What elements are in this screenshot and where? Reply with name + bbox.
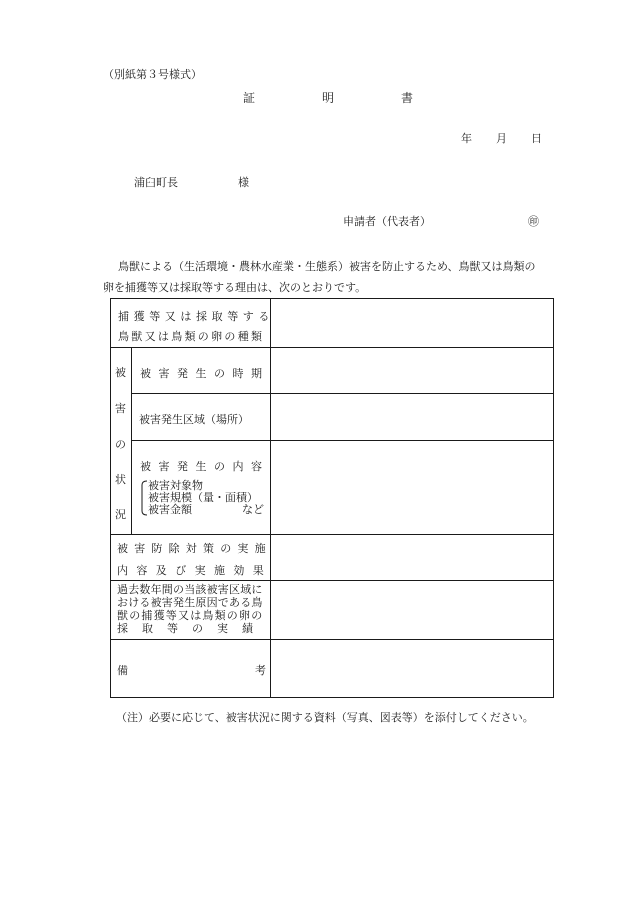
species-label-text: 捕獲等又は採取等する <box>118 310 274 323</box>
damage-content-label: 被害発生の内容 <box>140 460 270 473</box>
remarks-field[interactable] <box>271 640 553 697</box>
history-label-line4: 採取等の実績 <box>117 622 267 635</box>
addressee-name: 浦臼町長 <box>134 176 178 189</box>
damage-time-label: 被害発生の時期 <box>140 367 270 380</box>
table-border-right <box>553 298 554 698</box>
prevention-label-line2: 内容及び実施効果 <box>117 564 273 577</box>
damage-group-char: 被 <box>115 366 126 379</box>
remarks-char: 考 <box>255 664 266 677</box>
title-char: 書 <box>400 91 413 105</box>
damage-content-bracket <box>140 480 148 516</box>
species-label-line2 <box>118 328 268 344</box>
damage-group-char: の <box>115 438 126 451</box>
form-code: （別紙第３号様式） <box>103 68 202 81</box>
date-month-label: 月 <box>496 132 507 145</box>
history-label-line3: 獣の捕獲等又は鳥類の卵の <box>117 609 264 622</box>
prevention-label-line1: 被害防除対策の実施 <box>117 542 272 555</box>
damage-content-field[interactable] <box>271 441 553 534</box>
damage-content-item: 被害金額 <box>148 503 192 516</box>
damage-content-item: 被害対象物 <box>148 479 203 492</box>
species-label-text: 鳥獣又は鳥類の卵の種類 <box>118 330 265 343</box>
damage-group-char: 害 <box>115 402 126 415</box>
title-char: 明 <box>321 91 334 105</box>
damage-area-label: 被害発生区域（場所） <box>139 413 249 426</box>
applicant-label: 申請者（代表者） <box>343 215 431 228</box>
damage-content-suffix: など <box>242 503 264 516</box>
prevention-field[interactable] <box>271 535 553 580</box>
damage-content-item: 被害規模（量・面積） <box>148 491 258 504</box>
history-label-line2: おける被害発生原因である鳥 <box>117 596 263 609</box>
date-line <box>461 130 542 146</box>
damage-time-field[interactable] <box>271 348 553 393</box>
table-border-bottom <box>110 697 554 698</box>
intro-text-line1: 鳥獣による（生活環境・農林水産業・生態系）被害を防止するため、鳥獣又は鳥類の <box>118 260 536 273</box>
history-label-line1: 過去数年間の当該被害区域に <box>117 583 263 596</box>
damage-group-char: 況 <box>115 508 126 521</box>
certificate-table <box>110 298 554 698</box>
seal-mark: ㊞ <box>528 215 539 228</box>
title-char: 証 <box>243 91 256 105</box>
intro-text-line2: 卵を捕獲等又は採取等する理由は、次のとおりです。 <box>103 281 367 294</box>
document-title <box>243 89 413 106</box>
footnote: （注）必要に応じて、被害状況に関する資料（写真、図表等）を添付してください。 <box>116 711 534 724</box>
addressee-honorific: 様 <box>238 176 249 189</box>
damage-group-char: 状 <box>115 473 126 486</box>
damage-area-field[interactable] <box>271 394 553 440</box>
date-year-label: 年 <box>461 132 472 145</box>
date-day-label: 日 <box>531 132 542 145</box>
history-field[interactable] <box>271 581 553 639</box>
remarks-char: 備 <box>117 664 128 677</box>
species-value-field[interactable] <box>271 299 553 347</box>
species-label-line1 <box>118 308 274 324</box>
table-border-left <box>110 298 111 698</box>
